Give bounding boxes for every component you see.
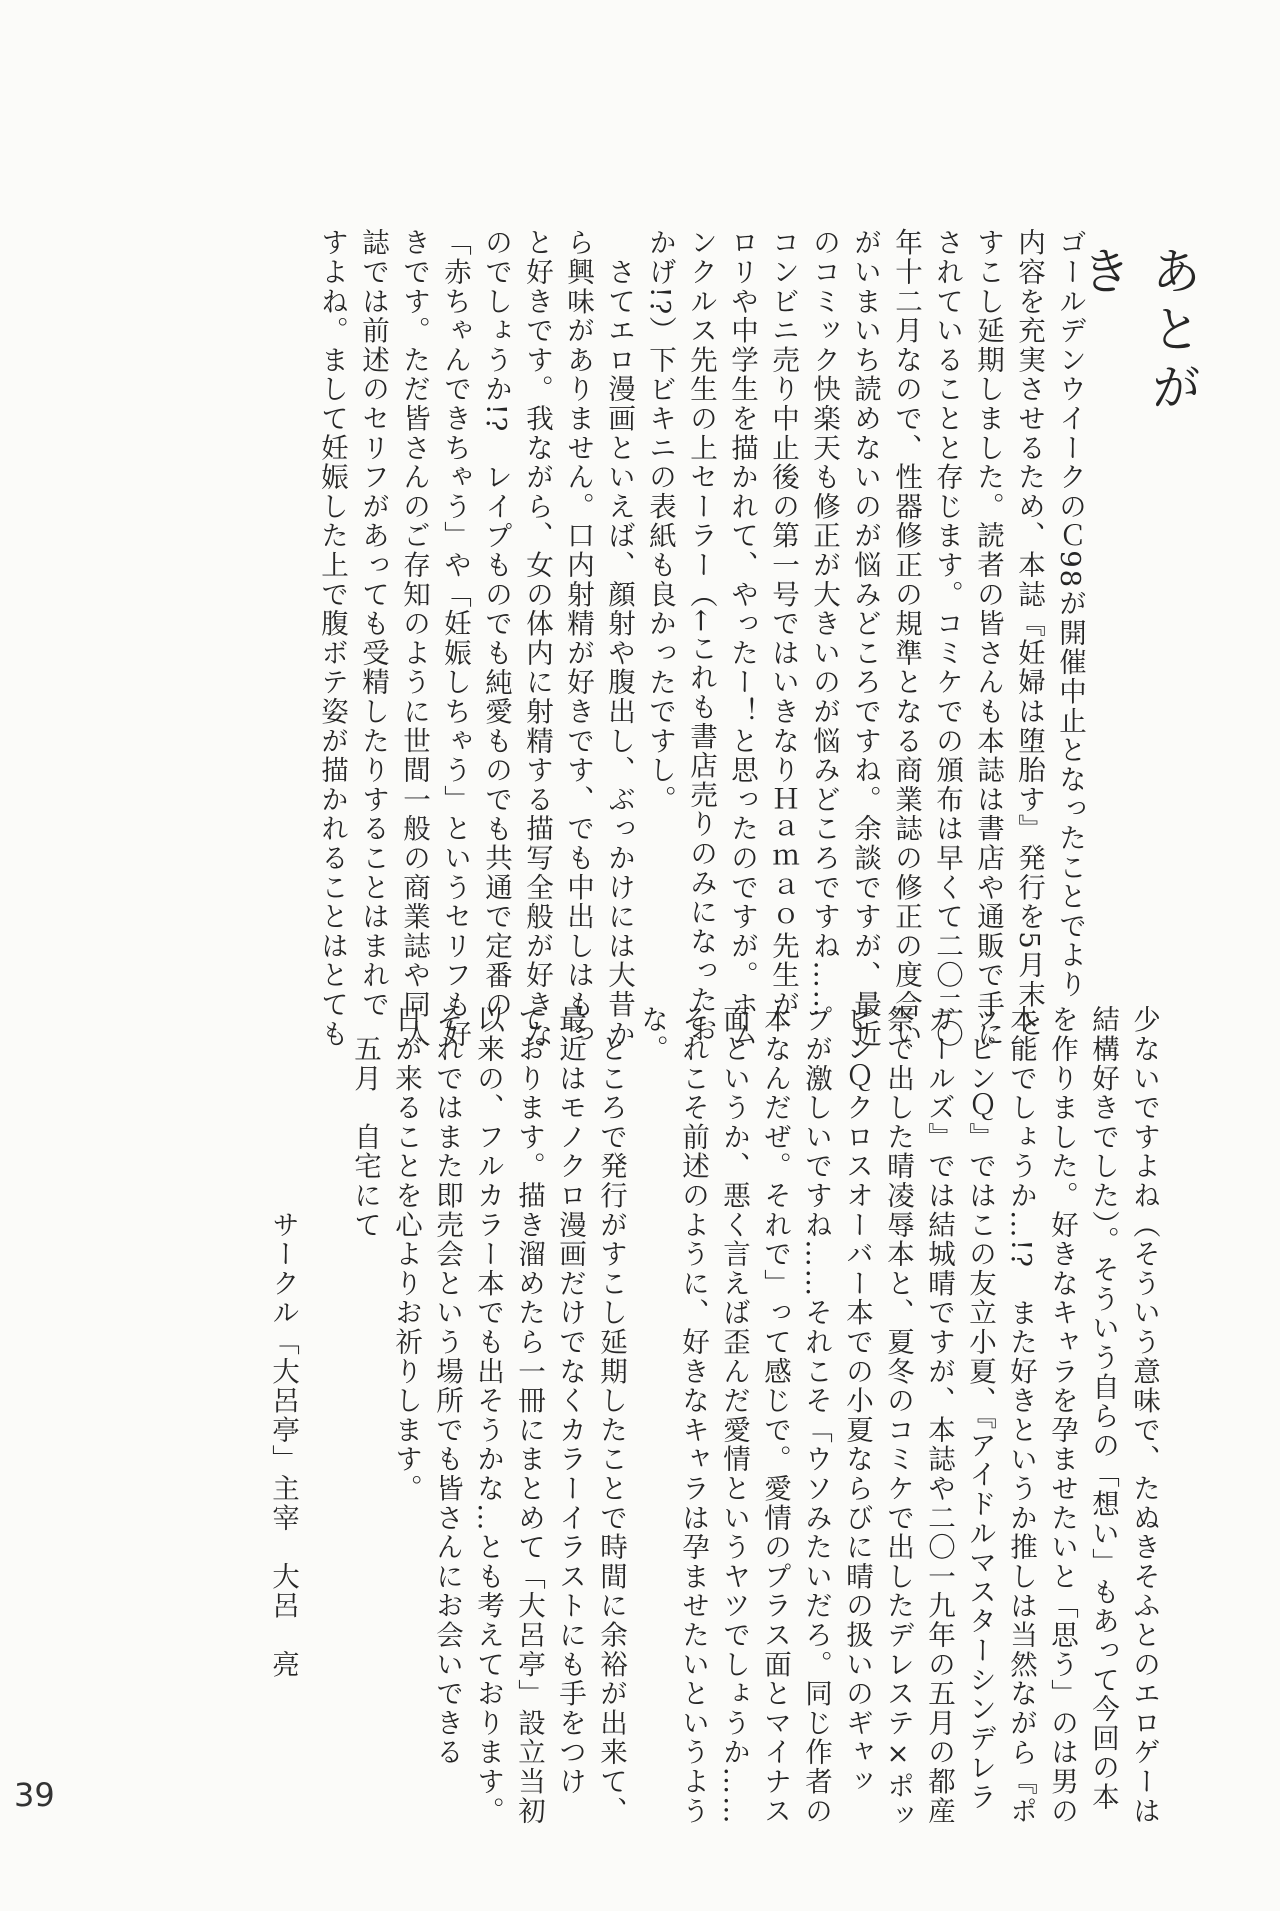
afterword-lower-text: 少ないですよね（そういう意味で、たぬきそふとのエロゲーは 結構好きでした）。そういう自らの「想い」もあって今回の本 を作りました。好きなキャラを孕ませたいと「思う」のは男の 本能でしょうか…!? また好きというか推しは当然ながら『ポ ッピンＱ』ではこの友立小夏、『アイドルマスターシンデレラ ガールズ』では結城晴ですが、本誌や二〇一九年の五月の都産 祭で出した晴凌辱本と、夏冬のコミケで出したデレステ×ポッ ピンＱクロスオーバー本での小夏ならびに晴の扱いのギャッ プが激しいですね……それこそ「ウソみたいだろ。同じ作者の 本なんだぜ。それで」って感じで。愛情のプラス面とマイナス 面というか、悪く言えば歪んだ愛情というヤツでしょうか…… それこそ前述のように、好きなキャラは孕ませたいというよう な。 ところで発行がすこし延期したことで時間に余裕が出来て、 最近はモノクロ漫画だけでなくカラーイラストにも手をつけ ております。描き溜めたら一冊にまとめて「大呂亭」設立当初 以来の、フルカラー本でも出そうかな…とも考えております。 それではまた即売会という場所でも皆さんにお会いできる 日が来ることを心よりお祈りします。 五月 自宅にて サークル「大呂亭」主宰 大呂 亮	[267, 1005, 1160, 1830]
page-number: 39	[14, 1776, 55, 1814]
afterword-upper-text: ゴールデンウイークのＣ98が開催中止となったことでより 内容を充実させるため、本誌『妊婦は堕胎す』発行を5月末と すこし延期しました。読者の皆さんも本誌は書店や通販で手に されていることと存じます。コミケでの頒布は早くて二〇二〇 年十二月なので、性器修正の規準となる商業誌の修正の度合い がいまいち読めないのが悩みどころですね。余談ですが、最近 のコミック快楽天も修正が大きいのが悩みどころですね…… コンビニ売り中止後の第一号ではいきなりＨａｍａｏ先生が ロリや中学生を描かれて、やったー！と思ったのですが。ホム ンクルス先生の上セーラー（←これも書店売りのみになったお かげ!?）下ビキニの表紙も良かったですし。 さてエロ漫画といえば、顔射や腹出し、ぶっかけには大昔か ら興味がありません。口内射精が好きです、でも中出しはもっ と好きです。我ながら、女の体内に射精する描写全般が好きな のでしょうか!? レイプものでも純愛ものでも共通で定番の 「赤ちゃんできちゃう」や「妊娠しちゃう」というセリフも好 きです。ただ皆さんのご存知のように世間一般の商業誌や同人 誌では前述のセリフがあっても受精したりすることはまれで すよね。まして妊娠した上で腹ボテ姿が描かれることはとても	[316, 228, 1086, 1049]
page-title: あとがき	[1073, 245, 1202, 419]
